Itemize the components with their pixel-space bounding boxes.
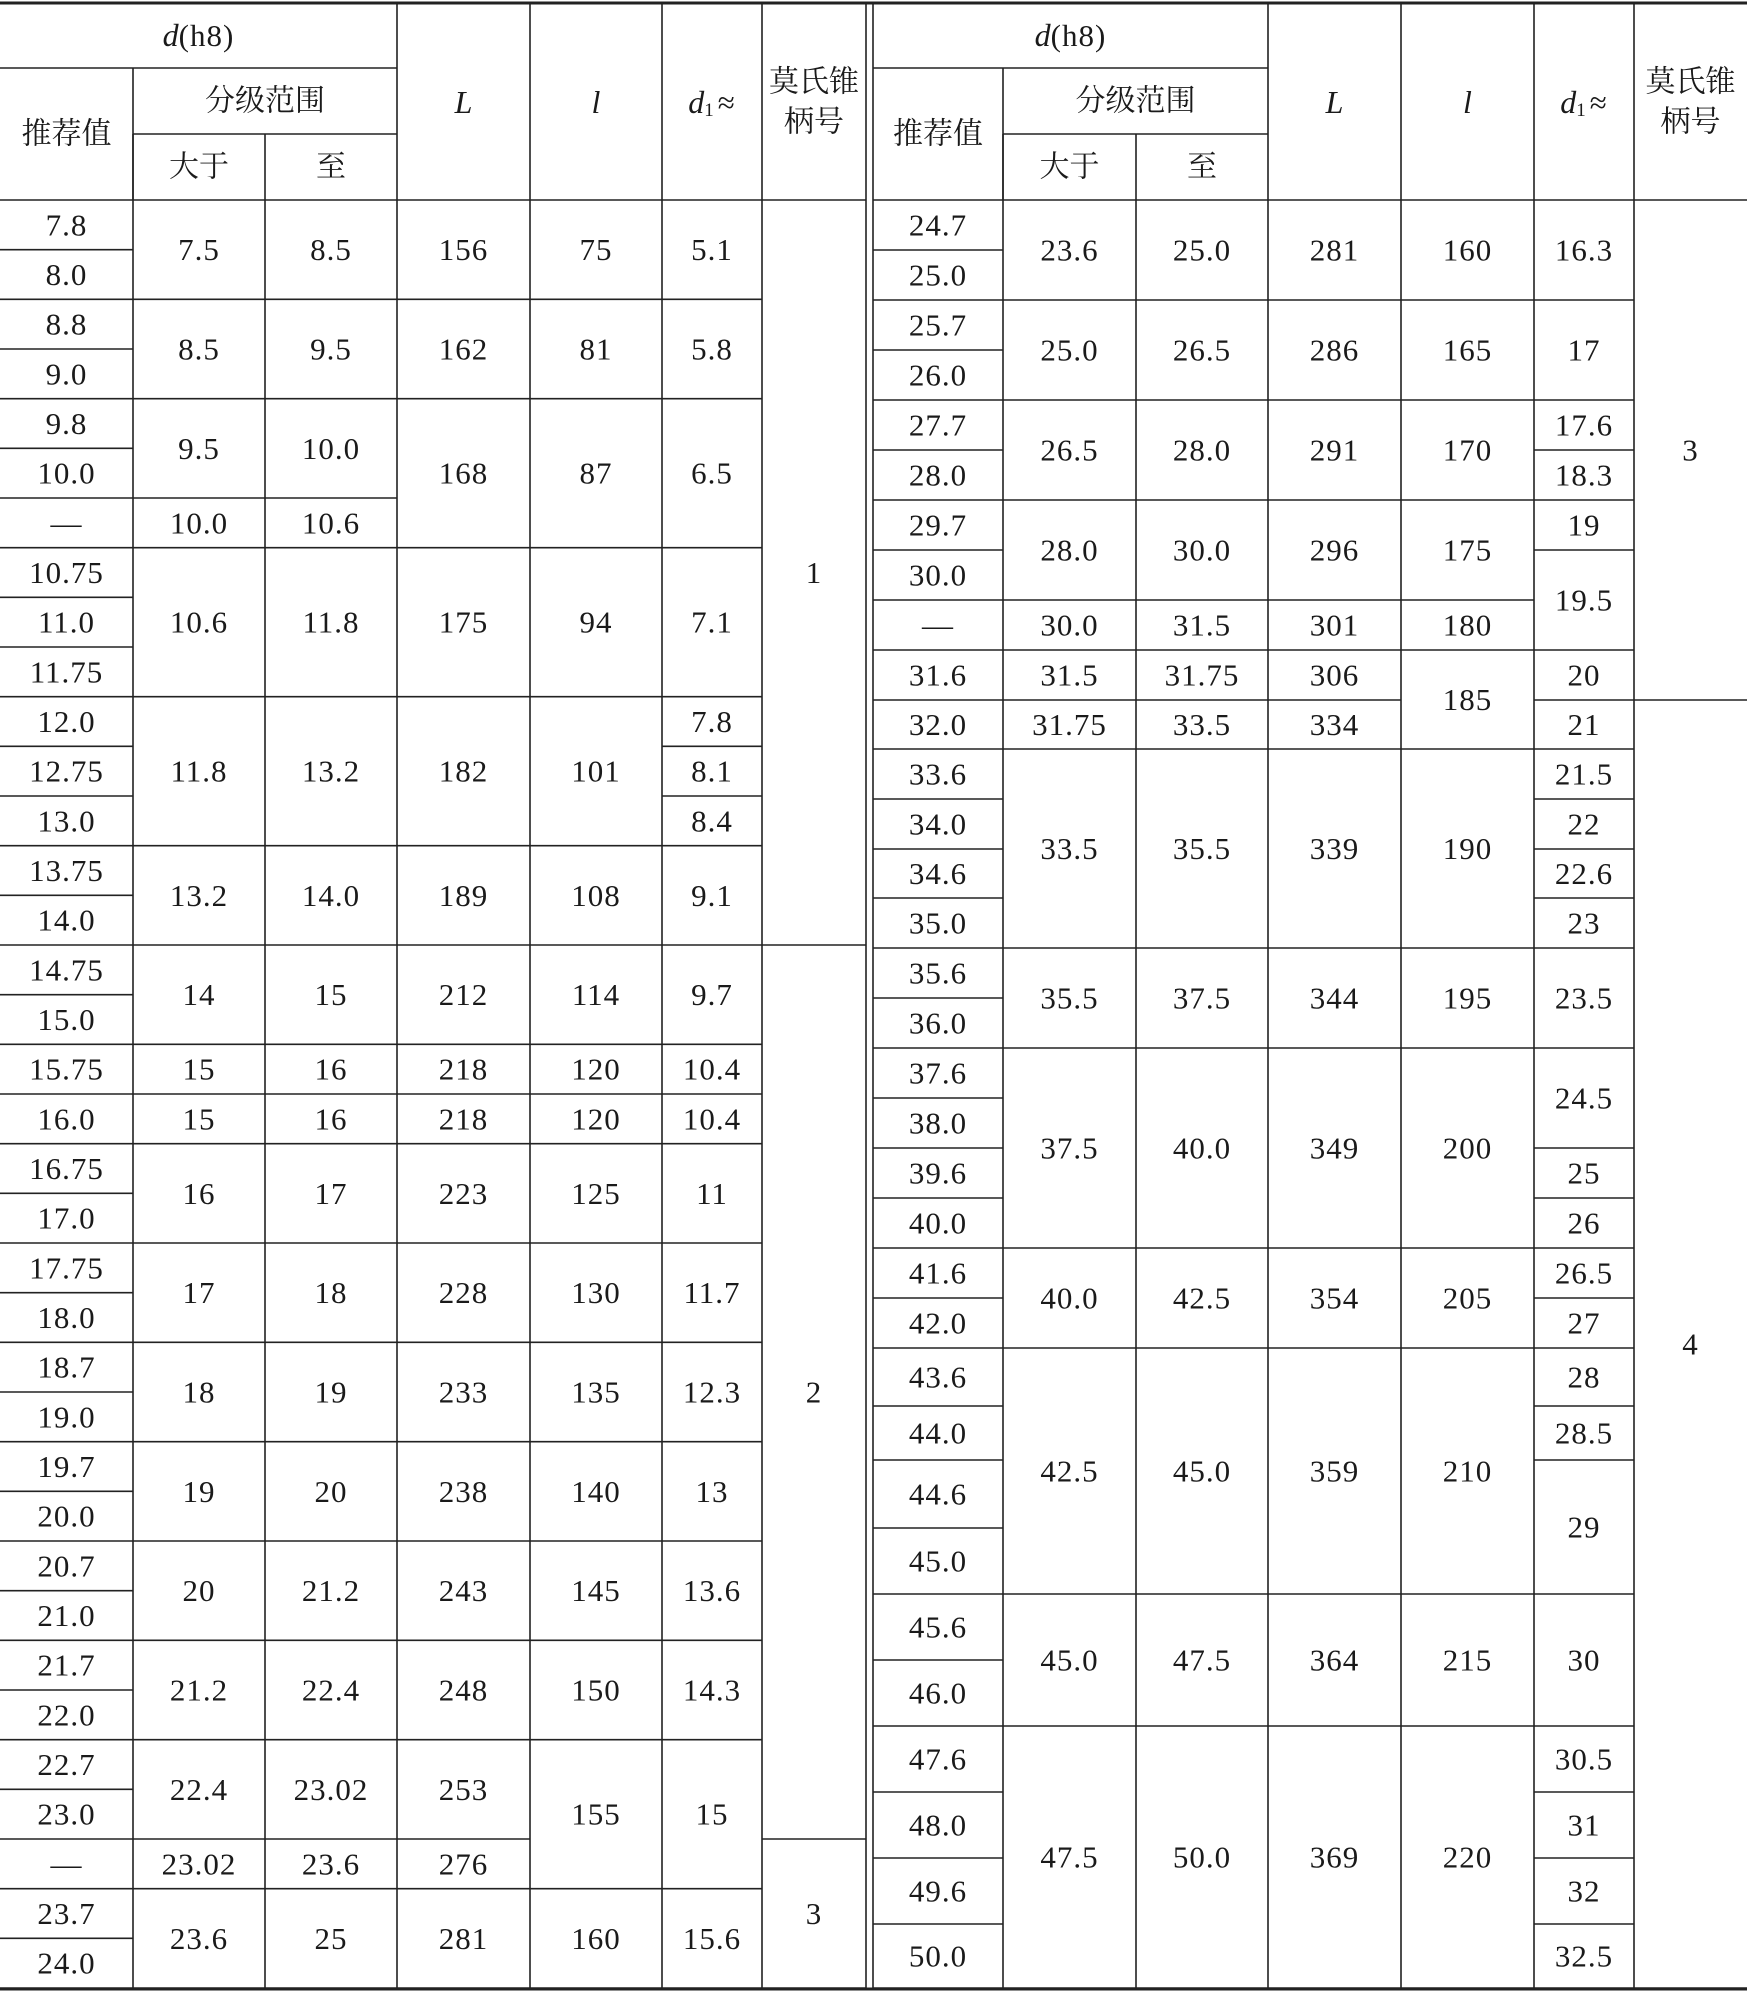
d1-value: 32 xyxy=(1567,1873,1601,1909)
L-value: 291 xyxy=(1309,432,1360,468)
recommended-value: 40.0 xyxy=(908,1205,968,1241)
range-over-value: 37.5 xyxy=(1040,1130,1099,1166)
recommended-value: 50.0 xyxy=(908,1938,968,1974)
recommended-value: 12.75 xyxy=(29,753,104,789)
range-over-value: 10.0 xyxy=(169,505,229,541)
L-value: 276 xyxy=(438,1846,489,1882)
recommended-value: 8.0 xyxy=(45,257,88,292)
d1-value: 11.7 xyxy=(683,1275,741,1311)
recommended-value: 10.75 xyxy=(29,555,104,590)
recommended-value: 13.0 xyxy=(37,803,96,839)
recommended-value: 21.7 xyxy=(37,1647,96,1683)
d1-value: 5.8 xyxy=(691,331,733,367)
right-header-recommended: 推荐值 xyxy=(893,116,983,152)
recommended-value: 26.0 xyxy=(908,357,968,393)
L-value: 334 xyxy=(1309,707,1360,742)
l-value: 87 xyxy=(579,455,613,491)
recommended-value: 10.0 xyxy=(37,455,96,491)
l-value: 195 xyxy=(1442,980,1493,1016)
range-over-value: 40.0 xyxy=(1040,1280,1099,1316)
d-letter: d xyxy=(162,17,179,53)
recommended-value: 11.75 xyxy=(29,654,104,690)
right-header-to: 至 xyxy=(1187,149,1217,185)
recommended-value: 8.8 xyxy=(45,306,88,342)
recommended-value: 12.0 xyxy=(37,704,96,739)
morse-taper-number: 4 xyxy=(1682,1326,1699,1362)
d1-value: 10.4 xyxy=(682,1101,742,1137)
l-value: 135 xyxy=(571,1374,621,1410)
l-value: 180 xyxy=(1442,607,1493,643)
range-over-value: 42.5 xyxy=(1040,1453,1099,1489)
l-value: 215 xyxy=(1442,1642,1493,1678)
range-over-value: 31.75 xyxy=(1032,707,1107,742)
d1-value: 16.3 xyxy=(1554,232,1614,268)
d1-value: 12.3 xyxy=(682,1374,742,1410)
recommended-value: 18.7 xyxy=(37,1349,96,1385)
left-header-greater-than: 大于 xyxy=(169,149,229,185)
recommended-value: 49.6 xyxy=(908,1873,968,1909)
l-value: 205 xyxy=(1442,1280,1493,1316)
d1-value: 26.5 xyxy=(1554,1255,1614,1291)
L-value: 253 xyxy=(438,1771,489,1807)
d1-value: 23.5 xyxy=(1554,980,1614,1016)
d1-value: 27 xyxy=(1567,1305,1601,1341)
range-over-value: 10.6 xyxy=(169,604,229,640)
l-value: 130 xyxy=(571,1275,621,1311)
range-to-value: 23.6 xyxy=(301,1846,361,1882)
recommended-value: 14.75 xyxy=(29,952,104,988)
range-to-value: 31.5 xyxy=(1172,607,1232,643)
L-value: 306 xyxy=(1309,657,1360,693)
d1-subscript: 1 xyxy=(704,99,714,121)
d1-letter: d xyxy=(1560,84,1577,120)
range-to-value: 10.0 xyxy=(301,430,361,466)
recommended-value: 34.0 xyxy=(908,806,968,842)
L-value: 168 xyxy=(438,455,489,491)
recommended-value: 37.6 xyxy=(908,1055,968,1091)
L-value: 349 xyxy=(1309,1130,1360,1166)
recommended-value: 17.75 xyxy=(29,1250,104,1286)
range-to-value: 10.6 xyxy=(301,505,361,541)
range-to-value: 28.0 xyxy=(1172,432,1232,468)
d1-value: 31 xyxy=(1567,1807,1601,1843)
d1-value: 15.6 xyxy=(682,1920,742,1956)
l-value: 170 xyxy=(1442,432,1493,468)
d1-value: 7.8 xyxy=(691,704,733,739)
range-over-value: 15 xyxy=(182,1101,216,1137)
range-to-value: 42.5 xyxy=(1172,1280,1232,1316)
L-value: 233 xyxy=(438,1374,489,1410)
d1-value: 10.4 xyxy=(682,1051,742,1087)
l-value: 114 xyxy=(571,977,621,1013)
L-value: 369 xyxy=(1309,1839,1360,1875)
recommended-value: 19.7 xyxy=(37,1449,96,1484)
range-over-value: 14 xyxy=(182,977,216,1013)
L-value: 281 xyxy=(438,1920,489,1956)
left-header-recommended: 推荐值 xyxy=(21,116,112,152)
l-value: 160 xyxy=(571,1920,621,1956)
d1-value: 19.5 xyxy=(1554,582,1614,618)
d1-value: 20 xyxy=(1567,657,1601,693)
d1-value: 6.5 xyxy=(691,455,733,491)
recommended-value: 41.6 xyxy=(908,1255,968,1291)
recommended-value: 38.0 xyxy=(908,1105,968,1141)
recommended-value: 39.6 xyxy=(908,1155,968,1191)
recommended-value: 35.6 xyxy=(908,955,968,991)
recommended-value: 14.0 xyxy=(37,902,96,938)
recommended-value: 21.0 xyxy=(37,1598,96,1633)
right-header-L: L xyxy=(1325,84,1344,120)
range-over-value: 26.5 xyxy=(1040,432,1099,468)
L-value: 354 xyxy=(1309,1280,1360,1316)
range-over-value: 22.4 xyxy=(169,1771,229,1807)
l-value: 108 xyxy=(571,877,621,913)
recommended-value: 48.0 xyxy=(908,1807,968,1843)
range-to-value: 47.5 xyxy=(1172,1642,1232,1678)
d1-value: 5.1 xyxy=(691,232,733,268)
recommended-value: 16.75 xyxy=(29,1151,104,1186)
range-to-value: 14.0 xyxy=(301,877,361,913)
morse-taper-number: 2 xyxy=(805,1374,823,1410)
range-over-value: 25.0 xyxy=(1040,332,1099,368)
L-value: 189 xyxy=(438,877,489,913)
recommended-value: 18.0 xyxy=(37,1300,96,1335)
recommended-value: 16.0 xyxy=(37,1101,96,1137)
range-over-value: 45.0 xyxy=(1040,1642,1099,1678)
range-over-value: 18 xyxy=(182,1374,216,1410)
right-header-grade-range: 分级范围 xyxy=(1075,83,1196,119)
L-value: 281 xyxy=(1309,232,1360,268)
l-value: 75 xyxy=(579,232,613,268)
range-over-value: 47.5 xyxy=(1040,1839,1099,1875)
range-to-value: 50.0 xyxy=(1172,1839,1232,1875)
d1-value: 32.5 xyxy=(1554,1938,1614,1974)
range-over-value: 23.02 xyxy=(161,1846,237,1882)
recommended-value: 44.6 xyxy=(908,1476,968,1512)
h8-label: (h8) xyxy=(1050,17,1107,53)
right-header-l: l xyxy=(1463,84,1472,120)
L-value: 162 xyxy=(438,331,489,367)
recommended-value: 20.7 xyxy=(37,1548,96,1584)
range-over-value: 31.5 xyxy=(1040,657,1099,693)
range-over-value: 8.5 xyxy=(178,331,220,367)
d1-value: 15 xyxy=(695,1796,729,1832)
L-value: 228 xyxy=(438,1275,489,1311)
l-value: 140 xyxy=(571,1473,621,1509)
l-value: 125 xyxy=(571,1175,621,1211)
d1-value: 26 xyxy=(1567,1205,1601,1241)
d1-value: 30.5 xyxy=(1554,1741,1614,1777)
range-to-value: 11.8 xyxy=(302,604,360,640)
range-to-value: 18 xyxy=(314,1275,348,1311)
right-header-greater-than: 大于 xyxy=(1039,149,1100,185)
range-over-value: 23.6 xyxy=(169,1920,229,1956)
L-value: 286 xyxy=(1309,332,1360,368)
L-value: 344 xyxy=(1309,980,1360,1016)
l-value: 185 xyxy=(1442,682,1493,717)
d1-value: 22 xyxy=(1567,806,1601,842)
range-to-value: 20 xyxy=(314,1473,348,1509)
recommended-value: 32.0 xyxy=(908,707,968,742)
range-over-value: 7.5 xyxy=(178,232,220,268)
recommended-value: 36.0 xyxy=(908,1005,968,1041)
d1-value: 8.4 xyxy=(691,803,733,839)
range-over-value: 20 xyxy=(182,1573,216,1609)
L-value: 175 xyxy=(438,604,489,640)
recommended-value: 46.0 xyxy=(908,1675,968,1711)
recommended-value: 43.6 xyxy=(908,1359,968,1395)
l-value: 220 xyxy=(1442,1839,1493,1875)
L-value: 301 xyxy=(1309,607,1360,643)
range-to-value: 45.0 xyxy=(1172,1453,1232,1489)
recommended-value: 42.0 xyxy=(908,1305,968,1341)
recommended-value: 11.0 xyxy=(37,604,96,640)
range-to-value: 25 xyxy=(314,1920,348,1956)
recommended-value: 45.6 xyxy=(908,1609,968,1645)
d1-value: 9.1 xyxy=(691,877,733,913)
range-to-value: 23.02 xyxy=(293,1771,369,1807)
d1-value: 13.6 xyxy=(682,1573,742,1609)
range-over-value: 28.0 xyxy=(1040,532,1099,568)
range-to-value: 37.5 xyxy=(1172,980,1232,1016)
approx-sign: ≈ xyxy=(717,84,736,120)
l-value: 155 xyxy=(571,1796,621,1832)
morse-taper-number: 3 xyxy=(1682,432,1699,468)
recommended-value: 27.7 xyxy=(908,407,968,443)
range-over-value: 23.6 xyxy=(1040,232,1099,268)
d1-value: 28 xyxy=(1567,1359,1601,1395)
recommended-value: 22.7 xyxy=(37,1747,96,1782)
recommended-value: 30.0 xyxy=(908,557,968,593)
left-header-to: 至 xyxy=(316,149,346,185)
recommended-value: — xyxy=(922,607,954,643)
d1-value: 17 xyxy=(1567,332,1601,368)
d1-value: 21 xyxy=(1567,707,1601,742)
left-header-morse-line2: 柄号 xyxy=(784,104,844,140)
d1-value: 14.3 xyxy=(682,1672,742,1708)
l-value: 120 xyxy=(571,1051,621,1087)
left-header-L: L xyxy=(454,84,473,120)
l-value: 81 xyxy=(579,331,613,367)
range-over-value: 13.2 xyxy=(169,877,229,913)
L-value: 248 xyxy=(438,1672,489,1708)
range-to-value: 17 xyxy=(314,1175,348,1211)
d1-value: 13 xyxy=(695,1473,729,1509)
range-to-value: 31.75 xyxy=(1164,657,1240,693)
recommended-value: — xyxy=(50,505,83,541)
range-to-value: 19 xyxy=(314,1374,348,1410)
range-to-value: 22.4 xyxy=(301,1672,361,1708)
recommended-value: 33.6 xyxy=(908,756,968,792)
left-header-morse-line1: 莫氏锥 xyxy=(769,64,859,100)
d1-value: 11 xyxy=(696,1175,728,1211)
range-over-value: 11.8 xyxy=(170,753,228,789)
L-value: 359 xyxy=(1309,1453,1360,1489)
recommended-value: 23.0 xyxy=(37,1796,96,1832)
range-to-value: 26.5 xyxy=(1172,332,1232,368)
l-value: 210 xyxy=(1442,1453,1493,1489)
range-over-value: 19 xyxy=(182,1473,216,1509)
L-value: 296 xyxy=(1309,532,1360,568)
d1-value: 23 xyxy=(1567,905,1601,941)
L-value: 156 xyxy=(438,232,489,268)
left-header-l: l xyxy=(591,84,601,120)
l-value: 165 xyxy=(1442,332,1493,368)
range-to-value: 21.2 xyxy=(301,1573,361,1609)
d1-value: 25 xyxy=(1567,1155,1601,1191)
range-to-value: 13.2 xyxy=(301,753,361,789)
recommended-value: 9.0 xyxy=(45,356,88,392)
range-to-value: 25.0 xyxy=(1172,232,1232,268)
range-over-value: 33.5 xyxy=(1040,831,1099,866)
L-value: 212 xyxy=(438,977,489,1013)
d1-value: 8.1 xyxy=(691,753,733,789)
L-value: 243 xyxy=(438,1573,489,1609)
recommended-value: 31.6 xyxy=(908,657,968,693)
recommended-value: 25.0 xyxy=(908,257,968,293)
range-to-value: 9.5 xyxy=(310,331,352,367)
recommended-value: 17.0 xyxy=(37,1200,96,1236)
l-value: 101 xyxy=(571,753,621,789)
morse-taper-number: 1 xyxy=(805,555,823,590)
l-value: 120 xyxy=(571,1101,621,1137)
recommended-value: 23.7 xyxy=(37,1896,96,1931)
L-value: 238 xyxy=(438,1473,489,1509)
left-header-d-h8 xyxy=(163,17,235,53)
l-value: 160 xyxy=(1442,232,1493,268)
range-to-value: 16 xyxy=(314,1101,348,1137)
range-over-value: 21.2 xyxy=(169,1672,229,1708)
recommended-value: 47.6 xyxy=(908,1741,968,1777)
recommended-value: 13.75 xyxy=(29,853,104,888)
left-header-d1-approx xyxy=(688,84,736,121)
right-header-d1-approx xyxy=(1560,84,1608,121)
right-header-d-h8 xyxy=(1035,17,1107,53)
right-header-morse-line1: 莫氏锥 xyxy=(1645,64,1736,100)
range-over-value: 30.0 xyxy=(1040,607,1099,643)
recommended-value: 7.8 xyxy=(45,207,88,243)
d1-value: 29 xyxy=(1567,1509,1601,1545)
d1-value: 21.5 xyxy=(1554,756,1614,792)
d1-value: 17.6 xyxy=(1554,407,1614,443)
d1-value: 18.3 xyxy=(1554,457,1614,493)
range-to-value: 40.0 xyxy=(1172,1130,1232,1166)
recommended-value: 34.6 xyxy=(908,856,968,891)
recommended-value: 29.7 xyxy=(908,507,968,543)
recommended-value: 45.0 xyxy=(908,1543,968,1579)
d1-value: 19 xyxy=(1567,507,1601,543)
l-value: 94 xyxy=(579,604,613,640)
d-letter: d xyxy=(1034,17,1051,53)
recommended-value: 24.7 xyxy=(908,207,968,243)
recommended-value: 24.0 xyxy=(37,1945,96,1981)
morse-taper-number: 3 xyxy=(805,1896,823,1931)
d1-value: 7.1 xyxy=(691,604,733,640)
recommended-value: 22.0 xyxy=(37,1697,96,1733)
d1-subscript: 1 xyxy=(1576,99,1586,121)
l-value: 200 xyxy=(1442,1130,1493,1166)
recommended-value: 9.8 xyxy=(45,406,88,441)
range-to-value: 35.5 xyxy=(1172,831,1232,866)
d1-value: 22.6 xyxy=(1554,856,1614,891)
recommended-value: 35.0 xyxy=(908,905,968,941)
L-value: 182 xyxy=(438,753,489,789)
recommended-value: 25.7 xyxy=(908,307,968,343)
range-to-value: 30.0 xyxy=(1172,532,1232,568)
l-value: 190 xyxy=(1442,831,1493,866)
recommended-value: 20.0 xyxy=(37,1498,96,1534)
left-header-grade-range: 分级范围 xyxy=(205,83,325,119)
recommended-value: 15.0 xyxy=(37,1002,96,1037)
L-value: 218 xyxy=(438,1101,489,1137)
recommended-value: — xyxy=(50,1846,83,1882)
range-over-value: 17 xyxy=(182,1275,216,1311)
range-to-value: 15 xyxy=(314,977,348,1013)
range-to-value: 8.5 xyxy=(310,232,352,268)
d1-value: 30 xyxy=(1567,1642,1601,1678)
d1-letter: d xyxy=(688,84,705,120)
d1-value: 28.5 xyxy=(1554,1415,1614,1451)
L-value: 339 xyxy=(1309,831,1360,866)
range-to-value: 16 xyxy=(314,1051,348,1087)
L-value: 218 xyxy=(438,1051,489,1087)
recommended-value: 19.0 xyxy=(37,1399,96,1435)
approx-sign: ≈ xyxy=(1589,84,1608,120)
recommended-value: 44.0 xyxy=(908,1415,968,1451)
l-value: 175 xyxy=(1442,532,1493,568)
d1-value: 9.7 xyxy=(691,977,733,1013)
right-header-morse-line2: 柄号 xyxy=(1660,104,1721,140)
range-over-value: 15 xyxy=(182,1051,216,1087)
recommended-value: 28.0 xyxy=(908,457,968,493)
L-value: 364 xyxy=(1309,1642,1360,1678)
range-over-value: 35.5 xyxy=(1040,980,1099,1016)
L-value: 223 xyxy=(438,1175,489,1211)
d1-value: 24.5 xyxy=(1554,1080,1614,1116)
range-over-value: 9.5 xyxy=(178,430,220,466)
l-value: 145 xyxy=(571,1573,621,1609)
h8-label: (h8) xyxy=(178,17,235,53)
range-over-value: 16 xyxy=(182,1175,216,1211)
l-value: 150 xyxy=(571,1672,621,1708)
range-to-value: 33.5 xyxy=(1172,707,1232,742)
recommended-value: 15.75 xyxy=(29,1051,104,1087)
